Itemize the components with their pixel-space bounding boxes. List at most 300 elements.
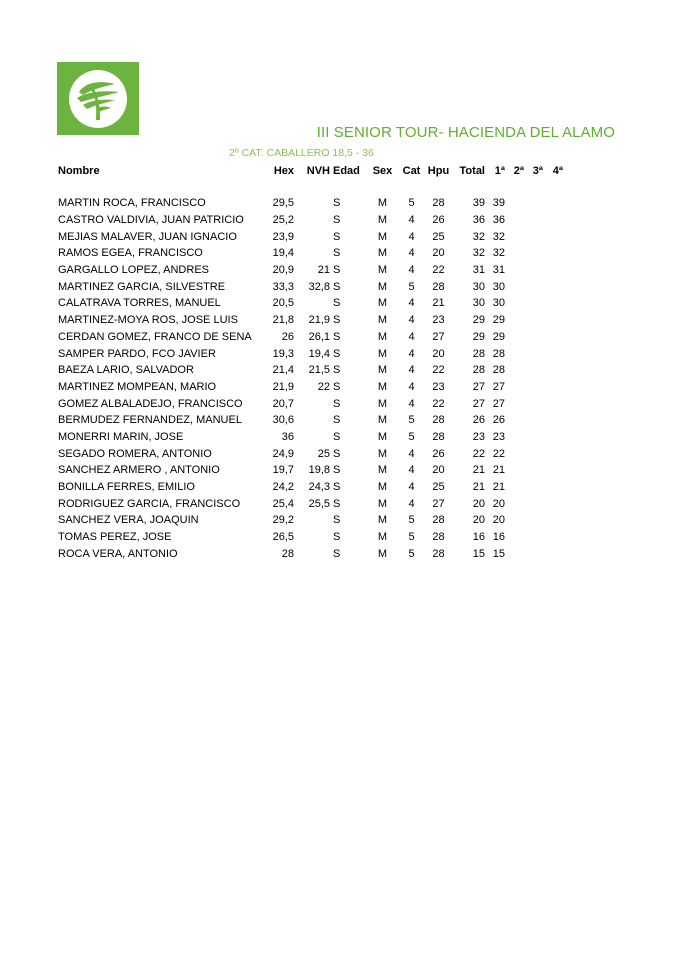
round-2-value: [505, 412, 524, 429]
round-2-value: [505, 479, 524, 496]
hex-value: 19,4: [272, 247, 294, 260]
hex-value: 28: [281, 547, 294, 560]
round-3-value: [524, 278, 543, 295]
sex-value: M: [377, 380, 388, 393]
nvh-value: [294, 295, 330, 312]
edad-value: S: [333, 230, 341, 243]
edad-value: S: [333, 364, 341, 377]
hpu-value: 23: [432, 314, 445, 327]
round-2-value: [505, 278, 524, 295]
round-3-value: [524, 395, 543, 412]
round-2-value: [505, 545, 524, 562]
col-header-round-3: 3ª: [532, 164, 543, 177]
total-value: 27: [472, 397, 485, 410]
edad-value: S: [333, 414, 341, 427]
sex-value: M: [377, 314, 388, 327]
player-name: SANCHEZ VERA, JOAQUIN: [58, 514, 199, 527]
cat-value: 4: [408, 297, 415, 310]
sex-value: M: [377, 547, 388, 560]
total-value: 15: [472, 547, 485, 560]
nvh-value: [294, 395, 330, 412]
player-name: CASTRO VALDIVIA, JUAN PATRICIO: [58, 214, 244, 227]
round-3-value: [524, 295, 543, 312]
round-3-value: [524, 529, 543, 546]
player-name: MARTINEZ MOMPEAN, MARIO: [58, 380, 217, 393]
player-name: RODRIGUEZ GARCIA, FRANCISCO: [58, 497, 241, 510]
player-name: RAMOS EGEA, FRANCISCO: [58, 247, 203, 260]
hex-value: 24,9: [272, 447, 294, 460]
nvh-value: 32,8: [308, 280, 330, 293]
col-header-sex: Sex: [372, 164, 393, 177]
total-value: 39: [472, 197, 485, 210]
hpu-value: 21: [432, 297, 445, 310]
table-row: [58, 512, 563, 529]
total-value: 21: [472, 481, 485, 494]
hpu-value: 25: [432, 230, 445, 243]
edad-value: S: [333, 247, 341, 260]
hpu-value: 28: [432, 531, 445, 544]
round-4-value: [543, 312, 563, 329]
hex-value: 29,2: [272, 514, 294, 527]
cat-value: 4: [408, 247, 415, 260]
round-2-value: [505, 312, 524, 329]
table-row: [58, 479, 563, 496]
total-value: 16: [472, 531, 485, 544]
round-2-value: [505, 362, 524, 379]
round-4-value: [543, 545, 563, 562]
edad-value: S: [333, 197, 341, 210]
cat-value: 5: [408, 414, 415, 427]
round-2-value: [505, 445, 524, 462]
hpu-value: 28: [432, 547, 445, 560]
round-1-value: 20: [492, 514, 505, 527]
nvh-value: [294, 212, 330, 229]
total-value: 23: [472, 430, 485, 443]
col-header-nvh: NVH: [306, 164, 330, 177]
table-row: [58, 462, 563, 479]
nvh-value: [294, 545, 330, 562]
nvh-value: 25: [317, 447, 330, 460]
round-1-value: 32: [492, 230, 505, 243]
round-1-value: 20: [492, 497, 505, 510]
round-4-value: [543, 462, 563, 479]
total-value: 31: [472, 264, 485, 277]
hpu-value: 28: [432, 280, 445, 293]
sex-value: M: [377, 430, 388, 443]
sex-value: M: [377, 197, 388, 210]
sex-value: M: [377, 497, 388, 510]
player-name: GARGALLO LOPEZ, ANDRES: [58, 264, 209, 277]
edad-value: S: [333, 447, 341, 460]
player-name: SEGADO ROMERA, ANTONIO: [58, 447, 212, 460]
round-4-value: [543, 345, 563, 362]
hpu-value: 20: [432, 464, 445, 477]
player-name: BAEZA LARIO, SALVADOR: [58, 364, 194, 377]
table-row: [58, 312, 563, 329]
sex-value: M: [377, 330, 388, 343]
hex-value: 26,5: [272, 531, 294, 544]
nvh-value: [294, 429, 330, 446]
round-3-value: [524, 345, 543, 362]
round-3-value: [524, 412, 543, 429]
cat-value: 5: [408, 547, 415, 560]
player-name: ROCA VERA, ANTONIO: [58, 547, 178, 560]
edad-value: S: [333, 430, 341, 443]
col-header-round-2: 2ª: [513, 164, 524, 177]
table-row: [58, 195, 563, 212]
total-value: 30: [472, 297, 485, 310]
round-4-value: [543, 529, 563, 546]
col-header-hpu: Hpu: [427, 164, 450, 177]
player-name: BERMUDEZ FERNANDEZ, MANUEL: [58, 414, 242, 427]
total-value: 29: [472, 314, 485, 327]
round-4-value: [543, 262, 563, 279]
edad-value: S: [333, 280, 341, 293]
nvh-value: 22: [317, 380, 330, 393]
edad-value: S: [333, 380, 341, 393]
player-name: TOMAS PEREZ, JOSE: [58, 531, 172, 544]
round-4-value: [543, 278, 563, 295]
round-3-value: [524, 445, 543, 462]
table-row: [58, 329, 563, 346]
hex-value: 20,9: [272, 264, 294, 277]
total-value: 20: [472, 497, 485, 510]
cat-value: 4: [408, 330, 415, 343]
round-3-value: [524, 312, 543, 329]
edad-value: S: [333, 481, 341, 494]
round-4-value: [543, 479, 563, 496]
round-4-value: [543, 445, 563, 462]
table-row: [58, 429, 563, 446]
round-2-value: [505, 429, 524, 446]
edad-value: S: [333, 547, 341, 560]
hex-value: 36: [281, 430, 294, 443]
player-name: CALATRAVA TORRES, MANUEL: [58, 297, 221, 310]
round-2-value: [505, 395, 524, 412]
round-3-value: [524, 329, 543, 346]
sex-value: M: [377, 247, 388, 260]
edad-value: S: [333, 214, 341, 227]
hex-value: 19,3: [272, 347, 294, 360]
round-3-value: [524, 212, 543, 229]
sex-value: M: [377, 364, 388, 377]
sex-value: M: [377, 481, 388, 494]
edad-value: S: [333, 264, 341, 277]
nvh-value: [294, 245, 330, 262]
table-row: [58, 245, 563, 262]
round-4-value: [543, 329, 563, 346]
table-header-row: [58, 162, 563, 179]
hex-value: 21,4: [272, 364, 294, 377]
round-3-value: [524, 195, 543, 212]
round-3-value: [524, 362, 543, 379]
table-row: [58, 295, 563, 312]
edad-value: S: [333, 514, 341, 527]
round-2-value: [505, 195, 524, 212]
round-1-value: 27: [492, 397, 505, 410]
round-3-value: [524, 228, 543, 245]
total-value: 36: [472, 214, 485, 227]
total-value: 20: [472, 514, 485, 527]
results-body: [58, 179, 563, 562]
hex-value: 25,4: [272, 497, 294, 510]
round-3-value: [524, 379, 543, 396]
round-1-value: 26: [492, 414, 505, 427]
round-2-value: [505, 295, 524, 312]
player-name: SANCHEZ ARMERO , ANTONIO: [58, 464, 220, 477]
sex-value: M: [377, 414, 388, 427]
hex-value: 24,2: [272, 481, 294, 494]
edad-value: S: [333, 464, 341, 477]
round-1-value: 29: [492, 330, 505, 343]
round-2-value: [505, 462, 524, 479]
sex-value: M: [377, 447, 388, 460]
cat-value: 5: [408, 280, 415, 293]
player-name: BONILLA FERRES, EMILIO: [58, 481, 195, 494]
round-4-value: [543, 245, 563, 262]
round-2-value: [505, 495, 524, 512]
hpu-value: 28: [432, 197, 445, 210]
hpu-value: 22: [432, 264, 445, 277]
edad-value: S: [333, 347, 341, 360]
total-value: 32: [472, 230, 485, 243]
edad-value: S: [333, 330, 341, 343]
round-1-value: 30: [492, 297, 505, 310]
player-name: CERDAN GOMEZ, FRANCO DE SENA: [58, 330, 252, 343]
sex-value: M: [377, 280, 388, 293]
round-4-value: [543, 429, 563, 446]
hpu-value: 27: [432, 497, 445, 510]
cat-value: 4: [408, 397, 415, 410]
hex-value: 33,3: [272, 280, 294, 293]
round-2-value: [505, 529, 524, 546]
total-value: 30: [472, 280, 485, 293]
round-4-value: [543, 395, 563, 412]
hex-value: 19,7: [272, 464, 294, 477]
cat-value: 5: [408, 197, 415, 210]
edad-value: S: [333, 497, 341, 510]
player-name: SAMPER PARDO, FCO JAVIER: [58, 347, 216, 360]
table-row: [58, 395, 563, 412]
round-1-value: 21: [492, 481, 505, 494]
nvh-value: 21: [317, 264, 330, 277]
cat-value: 4: [408, 214, 415, 227]
nvh-value: [294, 512, 330, 529]
hpu-value: 20: [432, 347, 445, 360]
hpu-value: 22: [432, 364, 445, 377]
edad-value: S: [333, 397, 341, 410]
table-row: [58, 345, 563, 362]
round-2-value: [505, 212, 524, 229]
hex-value: 25,2: [272, 214, 294, 227]
sex-value: M: [377, 230, 388, 243]
round-3-value: [524, 429, 543, 446]
sex-value: M: [377, 214, 388, 227]
cat-value: 4: [408, 447, 415, 460]
cat-value: 4: [408, 481, 415, 494]
round-4-value: [543, 379, 563, 396]
table-row: [58, 379, 563, 396]
round-2-value: [505, 245, 524, 262]
round-1-value: 28: [492, 364, 505, 377]
sex-value: M: [377, 297, 388, 310]
total-value: 29: [472, 330, 485, 343]
edad-value: S: [333, 531, 341, 544]
total-value: 26: [472, 414, 485, 427]
col-header-edad: Edad: [333, 164, 360, 177]
cat-value: 4: [408, 497, 415, 510]
nvh-value: 21,5: [308, 364, 330, 377]
total-value: 28: [472, 364, 485, 377]
hpu-value: 27: [432, 330, 445, 343]
round-4-value: [543, 212, 563, 229]
round-1-value: 15: [492, 547, 505, 560]
category-subtitle: 2º CAT. CABALLERO 18,5 - 36: [229, 147, 374, 159]
round-1-value: 32: [492, 247, 505, 260]
cat-value: 4: [408, 347, 415, 360]
round-1-value: 39: [492, 197, 505, 210]
nvh-value: [294, 412, 330, 429]
hpu-value: 28: [432, 430, 445, 443]
round-2-value: [505, 345, 524, 362]
nvh-value: 21,9: [308, 314, 330, 327]
hex-value: 23,9: [272, 230, 294, 243]
player-name: MONERRI MARIN, JOSE: [58, 430, 184, 443]
hpu-value: 26: [432, 214, 445, 227]
col-header-nombre: Nombre: [58, 164, 100, 177]
col-header-round-4: 4ª: [552, 164, 563, 177]
results-table: [58, 162, 563, 562]
player-name: MEJIAS MALAVER, JUAN IGNACIO: [58, 230, 237, 243]
hpu-value: 28: [432, 514, 445, 527]
round-4-value: [543, 412, 563, 429]
hpu-value: 25: [432, 481, 445, 494]
round-4-value: [543, 512, 563, 529]
round-1-value: 28: [492, 347, 505, 360]
edad-value: S: [333, 314, 341, 327]
round-3-value: [524, 462, 543, 479]
sex-value: M: [377, 347, 388, 360]
round-3-value: [524, 545, 543, 562]
round-1-value: 21: [492, 464, 505, 477]
nvh-value: 19,4: [308, 347, 330, 360]
round-3-value: [524, 245, 543, 262]
cat-value: 4: [408, 230, 415, 243]
nvh-value: [294, 195, 330, 212]
round-1-value: 31: [492, 264, 505, 277]
nvh-value: 24,3: [308, 481, 330, 494]
total-value: 27: [472, 380, 485, 393]
round-2-value: [505, 228, 524, 245]
page-title: III SENIOR TOUR- HACIENDA DEL ALAMO: [316, 124, 615, 141]
cat-value: 5: [408, 531, 415, 544]
sex-value: M: [377, 514, 388, 527]
table-row: [58, 278, 563, 295]
round-1-value: 22: [492, 447, 505, 460]
round-3-value: [524, 479, 543, 496]
cat-value: 4: [408, 364, 415, 377]
round-4-value: [543, 362, 563, 379]
total-value: 28: [472, 347, 485, 360]
table-row: [58, 262, 563, 279]
hex-value: 21,8: [272, 314, 294, 327]
player-name: MARTINEZ-MOYA ROS, JOSE LUIS: [58, 314, 238, 327]
hpu-value: 28: [432, 414, 445, 427]
round-4-value: [543, 228, 563, 245]
total-value: 32: [472, 247, 485, 260]
table-row: [58, 412, 563, 429]
nvh-value: 25,5: [308, 497, 330, 510]
nvh-value: 19,8: [308, 464, 330, 477]
total-value: 21: [472, 464, 485, 477]
round-4-value: [543, 495, 563, 512]
cat-value: 4: [408, 380, 415, 393]
sex-value: M: [377, 464, 388, 477]
edad-value: S: [333, 297, 341, 310]
hpu-value: 20: [432, 247, 445, 260]
round-2-value: [505, 379, 524, 396]
table-row: [58, 445, 563, 462]
nvh-value: [294, 529, 330, 546]
round-1-value: 16: [492, 531, 505, 544]
cat-value: 4: [408, 264, 415, 277]
round-2-value: [505, 329, 524, 346]
total-value: 22: [472, 447, 485, 460]
hex-value: 20,5: [272, 297, 294, 310]
hpu-value: 23: [432, 380, 445, 393]
hex-value: 30,6: [272, 414, 294, 427]
col-header-total: Total: [459, 164, 485, 177]
round-4-value: [543, 195, 563, 212]
hpu-value: 26: [432, 447, 445, 460]
round-2-value: [505, 262, 524, 279]
sex-value: M: [377, 397, 388, 410]
cat-value: 5: [408, 514, 415, 527]
cat-value: 4: [408, 464, 415, 477]
round-4-value: [543, 295, 563, 312]
table-row: [58, 545, 563, 562]
col-header-cat: Cat: [402, 164, 421, 177]
round-3-value: [524, 512, 543, 529]
col-header-hex: Hex: [273, 164, 294, 177]
hex-value: 21,9: [272, 380, 294, 393]
player-name: MARTIN ROCA, FRANCISCO: [58, 197, 206, 210]
player-name: MARTINEZ GARCIA, SILVESTRE: [58, 280, 226, 293]
cat-value: 5: [408, 430, 415, 443]
round-3-value: [524, 495, 543, 512]
table-row: [58, 495, 563, 512]
nvh-value: 26,1: [308, 330, 330, 343]
hex-value: 20,7: [272, 397, 294, 410]
hex-value: 26: [281, 330, 294, 343]
round-3-value: [524, 262, 543, 279]
round-1-value: 30: [492, 280, 505, 293]
round-1-value: 27: [492, 380, 505, 393]
nvh-value: [294, 228, 330, 245]
spacer-row: [58, 179, 563, 195]
round-1-value: 36: [492, 214, 505, 227]
table-row: [58, 228, 563, 245]
cat-value: 4: [408, 314, 415, 327]
table-row: [58, 362, 563, 379]
col-header-round-1: 1ª: [494, 164, 505, 177]
table-row: [58, 529, 563, 546]
hex-value: 29,5: [272, 197, 294, 210]
sex-value: M: [377, 264, 388, 277]
round-1-value: 29: [492, 314, 505, 327]
table-row: [58, 212, 563, 229]
hpu-value: 22: [432, 397, 445, 410]
